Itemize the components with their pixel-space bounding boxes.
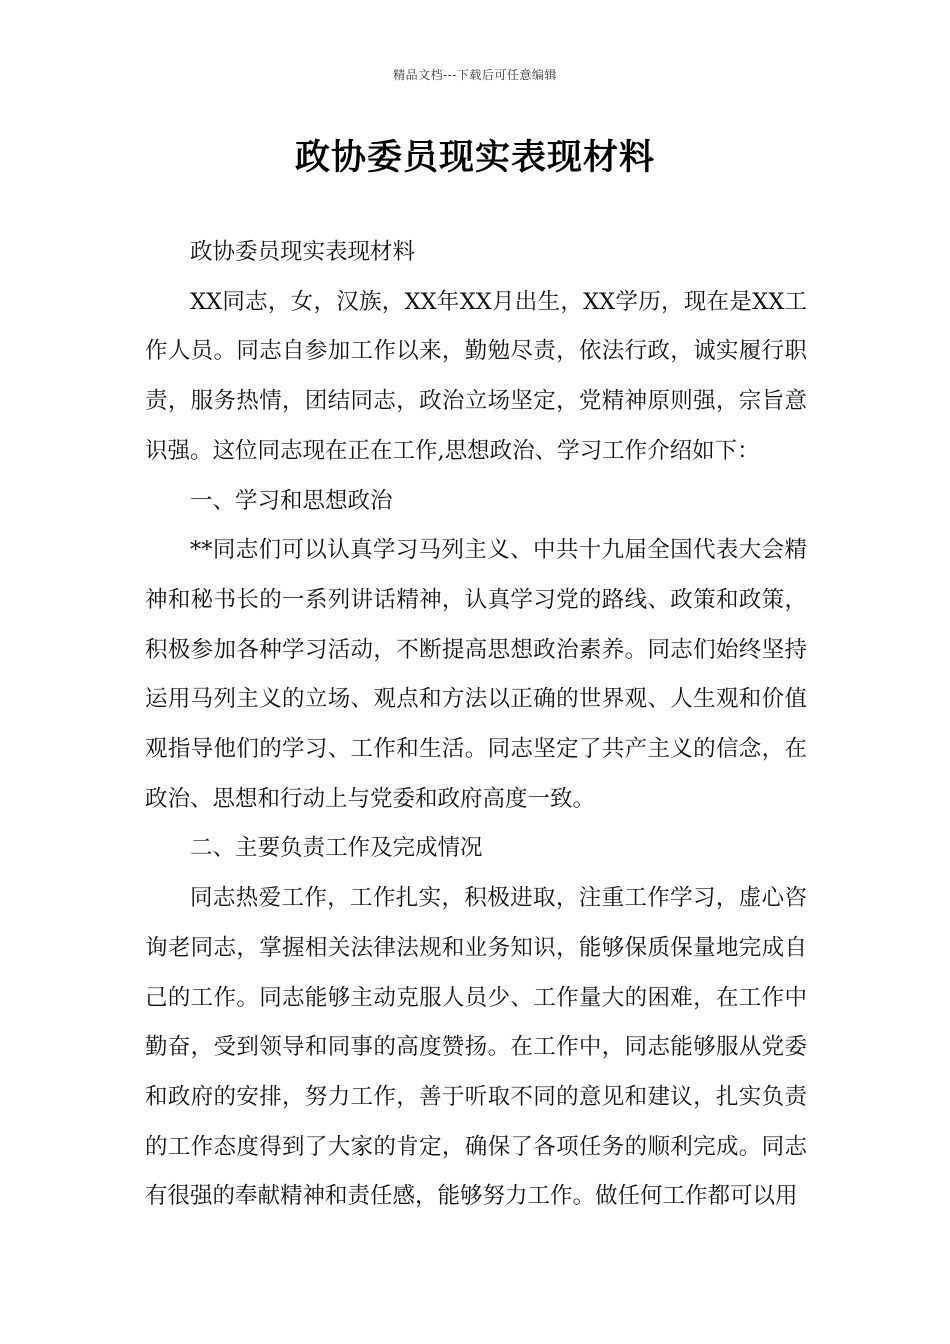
section-heading-work: 二、主要负责工作及完成情况 xyxy=(190,835,483,862)
paragraph-study: **同志们可以认真学习马列主义、中共十九届全国代表大会精神和秘书长的一系列讲话精神，认真学习党的路线、政策和政策，积极参加各种学习活动，不断提高思想政治素养。同志们始终坚持运用马列主义的立场、观点和方法以正确的世界观、人生观和价值观指导他们的学习、工作和生活。同志坚定了共产主义的信念，在政治、思想和行动上与党委和政府高度一致。 xyxy=(145,537,807,812)
paragraph-work: 同志热爱工作，工作扎实，积极进取，注重工作学习，虚心咨询老同志，掌握相关法律法规和业务知识，能够保质保量地完成自己的工作。同志能够主动克服人员少、工作量大的困难，在工作中勤奋，受到领导和同事的高度赞扬。在工作中，同志能够服从党委和政府的安排，努力工作，善于听取不同的意见和建议，扎实负责的工作态度得到了大家的肯定，确保了各项任务的顺利完成。同志有很强的奉献精神和责任感，能够努力工作。做任何工作都可以用 xyxy=(145,885,807,1210)
paragraph-subtitle: 政协委员现实表现材料 xyxy=(190,239,416,265)
section-heading-study: 一、学习和思想政治 xyxy=(190,487,393,514)
document-body xyxy=(145,228,807,1222)
paragraph-intro: XX同志，女，汉族，XX年XX月出生，XX学历，现在是XX工作人员。同志自参加工作以来，勤勉尽责，依法行政，诚实履行职责，服务热情，团结同志，政治立场坚定，党精神原则强，宗旨意识强。这位同志现在正在工作,思想政治、学习工作介绍如下： xyxy=(145,288,807,464)
document-title: 政协委员现实表现材料 xyxy=(294,137,655,178)
header-note: 精品文档---下载后可任意编辑 xyxy=(393,68,557,82)
